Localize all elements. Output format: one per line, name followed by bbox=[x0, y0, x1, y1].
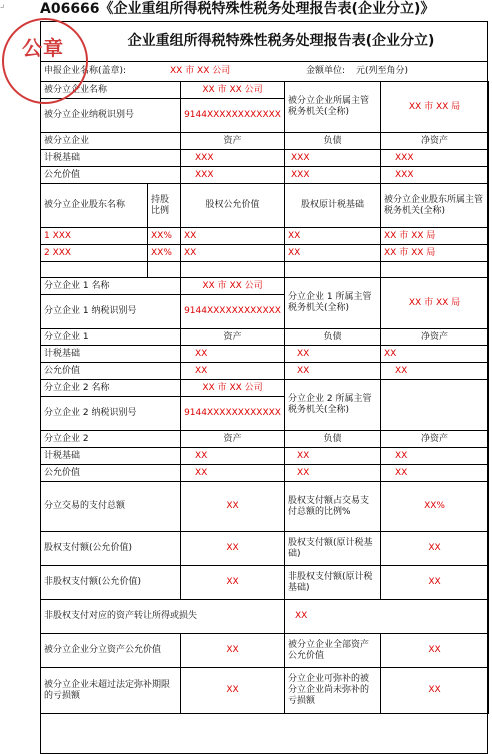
col-liabilities: 负债 bbox=[285, 431, 381, 448]
col-assets: 资产 bbox=[181, 431, 285, 448]
table-row bbox=[41, 600, 489, 634]
all-assets-fair-value: XX bbox=[381, 634, 489, 668]
total-payment-label: 分立交易的支付总额 bbox=[41, 482, 181, 532]
d1-assets-fair: XX bbox=[181, 363, 285, 380]
d1-taxid-label: 分立企业 1 纳税识别号 bbox=[41, 295, 181, 329]
d2-taxbase-label: 计税基础 bbox=[41, 448, 181, 465]
blank-cell bbox=[181, 262, 285, 278]
d2-office-label: 分立企业 2 所属主管税务机关(全称) bbox=[285, 380, 381, 431]
fair-value-label: 公允价值 bbox=[41, 167, 181, 184]
company-seal bbox=[2, 18, 88, 104]
table-row bbox=[41, 668, 489, 714]
equity-fair-pay-value: XX bbox=[181, 532, 285, 566]
gain-loss-value: XX bbox=[285, 600, 489, 634]
table-row bbox=[41, 262, 489, 278]
d1-assets-taxbase: XX bbox=[181, 346, 285, 363]
split-entity-label: 被分立企业 bbox=[41, 133, 181, 150]
d2-liab-fair: XX bbox=[285, 465, 381, 482]
shareholding-ratio-label: 持股比例 bbox=[148, 184, 181, 228]
shareholder-1-base: XX bbox=[285, 228, 381, 245]
d2-office-value bbox=[381, 380, 489, 431]
corner-mark: ⌟ bbox=[0, 0, 5, 10]
equity-base-pay-label: 股权支付额(原计税基础) bbox=[285, 532, 381, 566]
equity-fair-pay-label: 股权支付额(公允价值) bbox=[41, 532, 181, 566]
split-taxid-value: 9144XXXXXXXXXXXX bbox=[181, 99, 285, 133]
loss-offset-value: XX bbox=[381, 668, 489, 714]
nonequity-fair-label: 非股权支付额(公允价值) bbox=[41, 566, 181, 600]
applicant-label: 申报企业名称(盖章): bbox=[44, 66, 127, 76]
col-assets: 资产 bbox=[181, 329, 285, 346]
assets-fair: XXX bbox=[181, 167, 285, 184]
split-assets-fair-value: XX bbox=[181, 634, 285, 668]
blank-cell bbox=[381, 262, 489, 278]
shareholder-2-ratio: XX% bbox=[148, 245, 181, 262]
equity-ratio-label: 股权支付额占交易支付总额的比例% bbox=[285, 482, 381, 532]
d1-net-fair: XX bbox=[381, 363, 489, 380]
col-net-assets: 净资产 bbox=[381, 133, 489, 150]
net-taxbase: XXX bbox=[381, 150, 489, 167]
d2-net-taxbase: XX bbox=[381, 448, 489, 465]
d2-name-value: XX 市 XX 公司 bbox=[181, 380, 285, 397]
d2-name-label: 分立企业 2 名称 bbox=[41, 380, 181, 397]
d2-fair-label: 公允价值 bbox=[41, 465, 181, 482]
d2-assets-fair: XX bbox=[181, 465, 285, 482]
equity-ratio-value: XX% bbox=[381, 482, 489, 532]
d1-name-value: XX 市 XX 公司 bbox=[181, 278, 285, 295]
shareholder-1-name: 1 XXX bbox=[41, 228, 148, 245]
split-tax-office-label: 被分立企业所属主管税务机关(全称) bbox=[285, 82, 381, 133]
d2-taxid-label: 分立企业 2 纳税识别号 bbox=[41, 397, 181, 431]
table-row bbox=[41, 465, 489, 482]
form-code-title: A06666《企业重组所得税特殊性税务处理报告表(企业分立)》 bbox=[40, 1, 435, 17]
d1-net-taxbase: XX bbox=[381, 346, 489, 363]
split-assets-fair-label: 被分立企业分立资产公允价值 bbox=[41, 634, 181, 668]
col-liabilities: 负债 bbox=[285, 133, 381, 150]
table-row bbox=[41, 329, 489, 346]
shareholder-1-ratio: XX% bbox=[148, 228, 181, 245]
col-net-assets: 净资产 bbox=[381, 329, 489, 346]
table-row bbox=[41, 380, 489, 397]
shareholder-2-fair: XX bbox=[181, 245, 285, 262]
table-row bbox=[41, 245, 489, 262]
liab-fair: XXX bbox=[285, 167, 381, 184]
liab-taxbase: XXX bbox=[285, 150, 381, 167]
nonequity-fair-value: XX bbox=[181, 566, 285, 600]
table-row bbox=[41, 448, 489, 465]
table-row bbox=[41, 566, 489, 600]
table-row bbox=[41, 82, 489, 99]
col-net-assets: 净资产 bbox=[381, 431, 489, 448]
table-row bbox=[41, 278, 489, 295]
loss-value: XX bbox=[181, 668, 285, 714]
table-row bbox=[41, 634, 489, 668]
loss-offset-label: 分立企业可弥补的被分立企业尚未弥补的亏损额 bbox=[285, 668, 381, 714]
net-fair: XXX bbox=[381, 167, 489, 184]
d1-entity-label: 分立企业 1 bbox=[41, 329, 181, 346]
shareholder-1-office: XX 市 XX 局 bbox=[381, 228, 489, 245]
total-payment-value: XX bbox=[181, 482, 285, 532]
shareholder-2-name: 2 XXX bbox=[41, 245, 148, 262]
table-row bbox=[41, 184, 489, 228]
split-taxid-label: 被分立企业纳税识别号 bbox=[41, 99, 181, 133]
table-row bbox=[41, 532, 489, 566]
table-row bbox=[41, 150, 489, 167]
d1-name-label: 分立企业 1 名称 bbox=[41, 278, 181, 295]
seal-text: 公章 bbox=[22, 36, 64, 60]
shareholder-office-label: 被分立企业股东所属主管税务机关(全称) bbox=[381, 184, 489, 228]
shareholder-name-label: 被分立企业股东名称 bbox=[41, 184, 148, 228]
d1-taxbase-label: 计税基础 bbox=[41, 346, 181, 363]
equity-fair-label: 股权公允价值 bbox=[181, 184, 285, 228]
d1-liab-taxbase: XX bbox=[285, 346, 381, 363]
equity-base-pay-value: XX bbox=[381, 532, 489, 566]
split-enterprise-name-label: 被分立企业名称 bbox=[41, 82, 181, 99]
taxbase-label: 计税基础 bbox=[41, 150, 181, 167]
table-row bbox=[41, 133, 489, 150]
unit-label: 金额单位: bbox=[306, 66, 346, 76]
d1-liab-fair: XX bbox=[285, 363, 381, 380]
d2-assets-taxbase: XX bbox=[181, 448, 285, 465]
d2-liab-taxbase: XX bbox=[285, 448, 381, 465]
gain-loss-label: 非股权支付对应的资产转让所得或损失 bbox=[41, 600, 285, 634]
assets-taxbase: XXX bbox=[181, 150, 285, 167]
table-row bbox=[41, 482, 489, 532]
table-row bbox=[41, 228, 489, 245]
d2-net-fair: XX bbox=[381, 465, 489, 482]
blank-cell bbox=[148, 262, 181, 278]
header-info bbox=[40, 61, 488, 81]
shareholder-2-base: XX bbox=[285, 245, 381, 262]
nonequity-base-value: XX bbox=[381, 566, 489, 600]
report-table bbox=[40, 81, 489, 714]
unit-value: 元(列至角分) bbox=[356, 66, 409, 76]
shareholder-1-fair: XX bbox=[181, 228, 285, 245]
applicant-value: XX 市 XX 公司 bbox=[170, 66, 231, 76]
table-row bbox=[41, 363, 489, 380]
all-assets-fair-label: 被分立企业全部资产公允价值 bbox=[285, 634, 381, 668]
d2-taxid-value: 9144XXXXXXXXXXXX bbox=[181, 397, 285, 431]
d1-fair-label: 公允价值 bbox=[41, 363, 181, 380]
d1-taxid-value: 9144XXXXXXXXXXXX bbox=[181, 295, 285, 329]
d1-office-value: XX 市 XX 局 bbox=[381, 278, 489, 329]
loss-label: 被分立企业未超过法定弥补期限的亏损额 bbox=[41, 668, 181, 714]
equity-base-label: 股权原计税基础 bbox=[285, 184, 381, 228]
nonequity-base-label: 非股权支付额(原计税基础) bbox=[285, 566, 381, 600]
blank-cell bbox=[41, 262, 148, 278]
split-enterprise-name-value: XX 市 XX 公司 bbox=[181, 82, 285, 99]
table-row bbox=[41, 167, 489, 184]
shareholder-2-office: XX 市 XX 局 bbox=[381, 245, 489, 262]
col-liabilities: 负债 bbox=[285, 329, 381, 346]
table-title: 企业重组所得税特殊性税务处理报告表(企业分立) bbox=[127, 33, 435, 49]
blank-cell bbox=[285, 262, 381, 278]
d1-office-label: 分立企业 1 所属主管税务机关(全称) bbox=[285, 278, 381, 329]
table-row bbox=[41, 346, 489, 363]
d2-entity-label: 分立企业 2 bbox=[41, 431, 181, 448]
col-assets: 资产 bbox=[181, 133, 285, 150]
split-tax-office-value: XX 市 XX 局 bbox=[381, 82, 489, 133]
table-row bbox=[41, 431, 489, 448]
